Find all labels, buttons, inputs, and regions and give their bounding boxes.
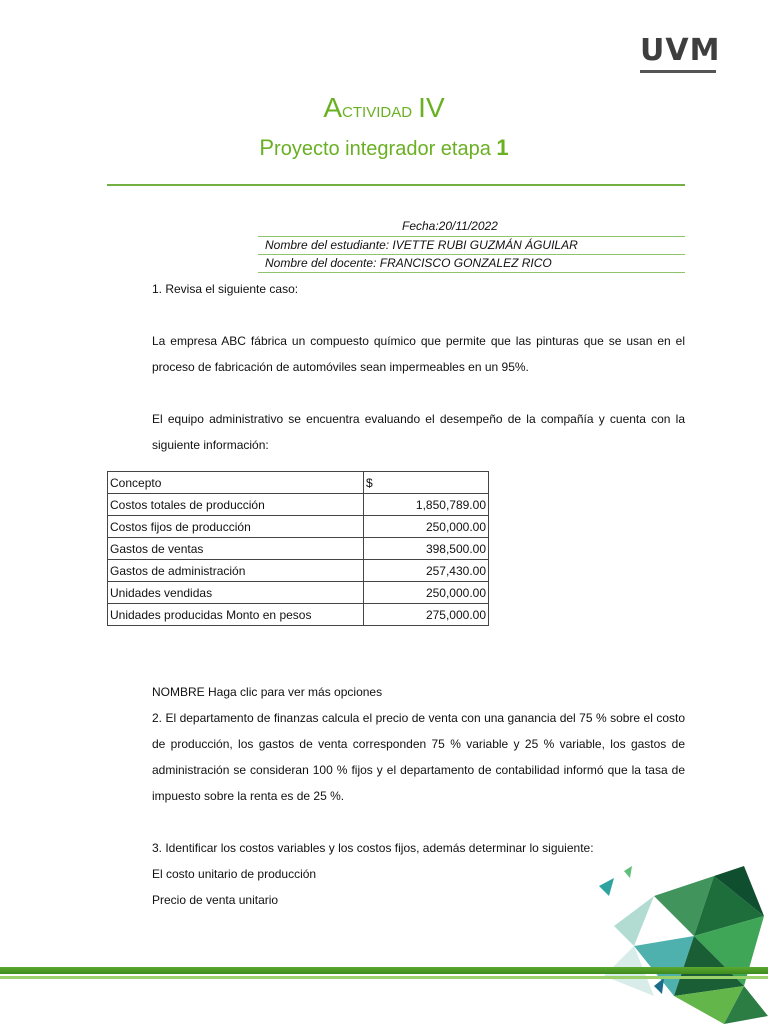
table-cell-amount: 275,000.00 bbox=[364, 604, 489, 626]
table-cell-amount: 398,500.00 bbox=[364, 538, 489, 560]
footer-bar-accent bbox=[0, 976, 768, 979]
page-title: Actividad IV bbox=[323, 92, 445, 123]
meta-divider bbox=[258, 254, 685, 255]
logo-tagline-bar bbox=[640, 70, 716, 73]
table-cell-concept: Unidades vendidas bbox=[108, 582, 364, 604]
table-cell-amount: 257,430.00 bbox=[364, 560, 489, 582]
table-cell-concept: Gastos de ventas bbox=[108, 538, 364, 560]
table-cell-amount: 1,850,789.00 bbox=[364, 494, 489, 516]
decorative-polygon-graphic bbox=[594, 866, 768, 1024]
section2-text: 2. El departamento de finanzas calcula el precio de venta con una ganancia del 75 % sobre el costo de producción, los gastos de venta corresponden 75 % variable y 25 % variable, los gastos de administración se consideran 100 % fijos y el departamento de contabilidad informó que la tasa de impuesto sobre la renta es de 25 %. bbox=[152, 711, 685, 803]
table-row bbox=[108, 560, 489, 582]
table-row bbox=[108, 538, 489, 560]
table-row bbox=[108, 582, 489, 604]
table-cell-concept: Gastos de administración bbox=[108, 560, 364, 582]
teacher-name: Nombre del docente: FRANCISCO GONZALEZ RICO bbox=[265, 256, 552, 270]
table-row bbox=[108, 516, 489, 538]
title-divider bbox=[107, 184, 685, 186]
meta-divider bbox=[258, 272, 685, 273]
uvm-logo bbox=[640, 33, 721, 73]
table-header-cell: Concepto bbox=[108, 472, 364, 494]
section3-heading: 3. Identificar los costos variables y los costos fijos, además determinar lo siguiente: bbox=[152, 841, 594, 855]
item-unit-price: Precio de venta unitario bbox=[152, 893, 279, 907]
table-row bbox=[108, 494, 489, 516]
table-cell-concept: Unidades producidas Monto en pesos bbox=[108, 604, 364, 626]
cost-table bbox=[107, 471, 489, 626]
section1-heading: 1. Revisa el siguiente caso: bbox=[152, 282, 299, 296]
meta-divider bbox=[258, 236, 685, 237]
page-subtitle: Proyecto integrador etapa 1 bbox=[259, 135, 509, 160]
paragraph-info: El equipo administrativo se encuentra evaluando el desempeño de la compañía y cuenta con la siguiente información: bbox=[152, 412, 685, 452]
footer-bar bbox=[0, 967, 768, 974]
table-row bbox=[108, 604, 489, 626]
logo-text: UVM bbox=[640, 33, 721, 68]
table-cell-amount: 250,000.00 bbox=[364, 582, 489, 604]
table-header-cell: $ bbox=[364, 472, 489, 494]
item-unit-cost: El costo unitario de producción bbox=[152, 867, 317, 881]
table-header-row bbox=[108, 472, 489, 494]
table-cell-concept: Costos totales de producción bbox=[108, 494, 364, 516]
table-cell-concept: Costos fijos de producción bbox=[108, 516, 364, 538]
nombre-field[interactable]: NOMBRE Haga clic para ver más opciones bbox=[152, 685, 383, 699]
student-name: Nombre del estudiante: IVETTE RUBI GUZMÁN ÁGUILAR bbox=[265, 238, 578, 252]
fecha: Fecha:20/11/2022 bbox=[402, 219, 498, 233]
paragraph-case: La empresa ABC fábrica un compuesto químico que permite que las pinturas que se usan en el proceso de fabricación de automóviles sean impermeables en un 95%. bbox=[152, 334, 685, 374]
table-cell-amount: 250,000.00 bbox=[364, 516, 489, 538]
